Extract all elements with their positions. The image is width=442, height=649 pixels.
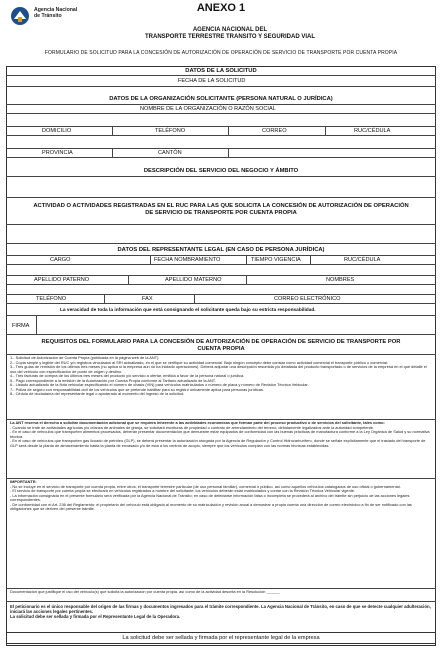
- requirement-item: 3.- Tres guías de remisión de los últimos tres meses (no aplica si la empresa aún no ha iniciado operaciones). Deberá adjuntar una descripción resumida y/o detallada del producto transportado o de servicios de la empresa en el que detalle el uso del vehículo con especificación de punto de origen y destino.: [10, 364, 427, 374]
- canton-label: CANTÓN: [158, 150, 182, 156]
- province-label: PROVINCIA: [42, 150, 73, 156]
- form-title: FORMULARIO DE SOLICITUD PARA LA CONCESIÓN DE AUTORIZACIÓN DE OPERACIÓN DE SERVICIO DE TRANSPORTE POR CUENTA PROPIA: [44, 50, 398, 56]
- org-phone-label: TELÉFONO: [155, 128, 186, 134]
- important-note: - La información consignada en el presente formulario será verificada por la Agencia Nacional de Tránsito; en caso de detectarse información falsa o incompleta se procederá al archivo del trámite sin perjuicio de las acciones legales correspondientes.: [10, 492, 410, 502]
- rep-phone-label: TELÉFONO: [36, 296, 67, 302]
- annex-title: ANEXO 1: [196, 2, 246, 14]
- additional-doc-note: - En el caso de vehículos que transporten gas licuado de petróleo (GLP), se deberá presentar la autorización otorgada por la Agencia de Regulación y Control Hidrocarburífero, donde se señale explícitamente que el traslado del transporte de GLP será desde la planta de almacenamiento hasta la planta de envasado y/o de esta a los centros de acopio, siempre que los vehículos cumplan con las normas técnicas establecidas.: [10, 438, 426, 448]
- requirement-item: 5.- Pago correspondiente a la emisión de la Autorización por Cuenta Propia conforme al Tarifario actualizado de la ANT.: [10, 377, 216, 383]
- domicile-label: DOMICILIO: [42, 128, 72, 134]
- requirements-list: [10, 356, 432, 418]
- responsibility-line: El peticionario es el único responsable del origen de las firmas y documentos ingresados para el trámite correspondiente. La Agencia Nacional de Tránsito, en caso de que se detecte cualquier adulteración, iniciará las acciones legales pertinentes.: [10, 604, 431, 614]
- request-date-label: FECHA DE LA SOLICITUD: [178, 78, 246, 84]
- legal-rep-heading: DATOS DEL REPRESENTANTE LEGAL (EN CASO DE PERSONA JURÍDICA): [117, 247, 325, 253]
- requirement-item: 7.- Póliza de seguro con responsabilidad civil de los vehículos que se pretende habilitar para su registro únicamente aplica para personas jurídicas.: [10, 386, 264, 392]
- names-label: NOMBRES: [326, 277, 355, 283]
- additional-doc-note: - En el caso de vehículos que transporten alimentos procesados, deberán presentar documentación que demuestre estar equipados de conformidad con las buenas prácticas de manufactura conforme a la Ley Orgánica de Salud y su normativa técnica.: [10, 429, 430, 439]
- agency-logo-text: Agencia Nacional de Tránsito: [34, 7, 78, 19]
- important-label: IMPORTANTE:: [10, 480, 37, 484]
- documentation-line: Documentación que justifique el uso del vehículo(s) que solicita la autorización por cuenta propia, así como de la actividad descrita en la Resolución ______: [10, 590, 280, 594]
- appointment-date-label: FECHA NOMBRAMIENTO: [154, 257, 221, 263]
- fax-label: FAX: [142, 296, 153, 302]
- signature-label: FIRMA: [12, 323, 30, 329]
- position-label: CARGO: [50, 257, 71, 263]
- rep-email-label: CORREO ELECTRÓNICO: [274, 296, 341, 302]
- organization-heading: DATOS DE LA ORGANIZACIÓN SOLICITANTE (PERSONA NATURAL O JURÍDICA): [109, 96, 333, 102]
- business-heading: DESCRIPCIÓN DEL SERVICIO DEL NEGOCIO Y ÁMBITO: [143, 168, 299, 174]
- agency-name: [80, 27, 380, 41]
- sign-instruction-box: La solicitud debe ser sellada y firmada por el representante legal de la empresa: [6, 632, 436, 644]
- surname2-label: APELLIDO MATERNO: [165, 277, 222, 283]
- org-ruc-label: RUC/CÉDULA: [354, 128, 391, 134]
- important-note: - No se incluye en el servicio de transporte por cuenta propia, entre otros, el transporte terrestre particular (de uso personal familiar), comercial o público, así como aquellos vehículos catalogados de uso oficial o gubernamental.: [10, 483, 401, 489]
- agency-name-line2: TRANSPORTE TERRESTRE TRANSITO Y SEGURIDAD VIAL: [144, 34, 316, 40]
- important-note: - El servicio de transporte por cuenta propia se efectuará en vehículos registrados a nombre del solicitante; los vehículos deberán estar matriculados y contar con la Revisión Técnica Vehicular vigente.: [10, 488, 356, 493]
- additional-docs-intro: La ANT reserva el derecho a solicitar documentación adicional que se requiera inherente a las actividades económicas que forman parte del proceso productivo o de servicios del solicitante, tales como:: [10, 421, 385, 425]
- activity-heading: ACTIVIDAD O ACTIVIDADES REGISTRADAS EN EL RUC PARA LAS QUE SOLICITA LA CONCESIÓN DE AUTORIZACIÓN DE OPERACIÓN DE SERVICIO DE TRANSPORTE POR CUENTA PROPIA: [33, 203, 409, 216]
- surname1-label: APELLIDO PATERNO: [34, 277, 90, 283]
- truth-statement: La veracidad de toda la información que está consignando el solicitante queda bajo su estricta responsabilidad.: [60, 308, 316, 313]
- request-heading: DATOS DE LA SOLICITUD: [185, 68, 257, 74]
- additional-docs-notes: [10, 421, 432, 477]
- responsibility-line: La solicitud debe ser sellada y firmada por el Representante Legal de la Operadora.: [10, 614, 181, 619]
- requirement-item: 2.- Copia simple y legible del RUC y/o registros vinculados al SRI actualizado, en el que se verifique su actividad comercial. Bajo ningún concepto debe constar como actividad comercial el transporte público o comercial.: [10, 359, 389, 365]
- important-notes: [10, 480, 432, 584]
- agency-name-line1: AGENCIA NACIONAL DEL: [192, 27, 268, 33]
- validity-label: TIEMPO VIGENCIA: [251, 257, 301, 263]
- additional-doc-note: - Cuando se trate de actividades agrícolas y/o crianza de animales de granja, se solicitará escrituras de propiedad o contrato de arrendamiento del terreno, debidamente legalizados ante la autoridad competente.: [10, 424, 374, 430]
- rep-ruc-label: RUC/CÉDULA: [344, 257, 381, 263]
- requirement-item: 1.- Solicitud de Autorización de Cuenta Propia (publicada en la página web de la ANT).: [10, 356, 160, 360]
- requirements-heading: REQUISITOS DEL FORMULARIO PARA LA CONCESIÓN DE AUTORIZACIÓN DE OPERACIÓN DE SERVICIO DE TRANSPORTE POR CUENTA PROPIA: [41, 339, 401, 352]
- important-note: - De conformidad con el Art. 236 del Reglamento: el propietario del vehículo está obligado al momento de su matriculación y revisión anual a demostrar a propia cuenta una dirección de correo electrónico a fin de ser notificado con las obligaciones que se deriven del presente trámite.: [10, 501, 412, 511]
- requirement-item: 4.- Tres facturas de compra de los últimos tres meses del producto y/o servicio a ofertar, emitida a favor de la persona natural o jurídica.: [10, 373, 245, 378]
- org-email-label: CORREO: [262, 128, 287, 134]
- organization-name-label: NOMBRE DE LA ORGANIZACIÓN O RAZÓN SOCIAL: [140, 106, 276, 112]
- requirement-item: 6.- Listado actualizado de la flota vehicular especificando el número de chasis (VIN) para vehículos matriculados o número de placa y número de Revisión Técnica Vehicular.: [10, 382, 309, 387]
- responsibility-notes: [10, 604, 432, 628]
- requirement-item: 8.- Cédula de ciudadanía del representante legal o apoderado al momento del ingreso de la solicitud.: [10, 391, 185, 396]
